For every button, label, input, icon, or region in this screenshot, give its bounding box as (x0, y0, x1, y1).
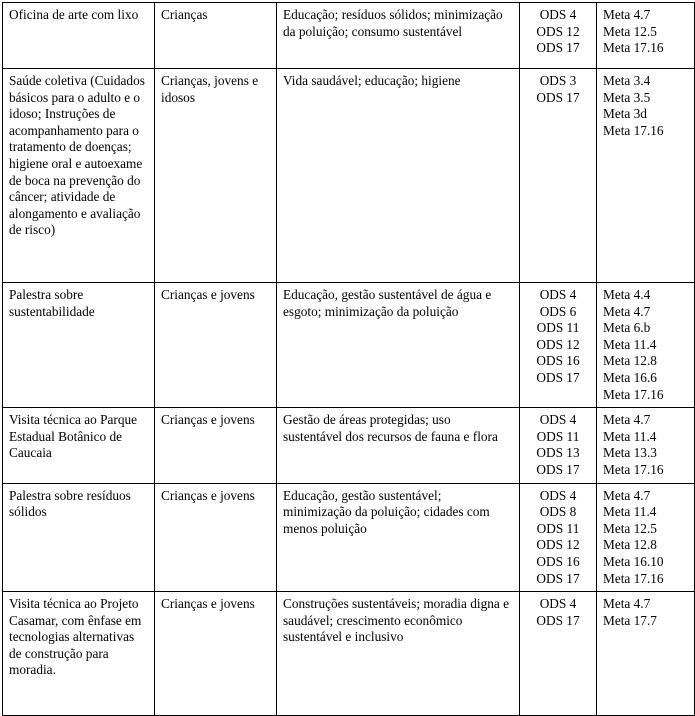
ods-item: ODS 3 (539, 73, 577, 88)
ods-item: ODS 16 (536, 353, 580, 369)
themes-cell: Vida saudável; educação; higiene (277, 69, 520, 283)
ods-item: ODS 4 (539, 287, 577, 302)
goal-item: Meta 11.4 (603, 336, 657, 352)
ods-item: ODS 17 (536, 612, 580, 628)
themes-cell: Educação; resíduos sólidos; minimização da poluição; consumo sustentável (277, 3, 520, 69)
ods-item: ODS 4 (539, 487, 577, 503)
activity-cell: Visita técnica ao Parque Estadual Botânico de Caucaia (3, 408, 155, 483)
goal-item: Meta 17.16 (603, 461, 664, 477)
goal-item: Meta 3.5 (603, 89, 651, 105)
goal-item: Meta 13.3 (603, 445, 657, 461)
table-row (3, 408, 695, 483)
goals-cell (597, 483, 695, 592)
goal-item: Meta 4.7 (603, 303, 651, 319)
audience-cell: Crianças, jovens e idosos (155, 69, 277, 283)
goal-item: Meta 11.4 (603, 504, 657, 520)
ods-item: ODS 16 (536, 553, 580, 569)
table-row (3, 483, 695, 592)
goal-item: Meta 12.8 (603, 353, 657, 369)
ods-cell (520, 483, 597, 592)
goal-item: Meta 3.4 (603, 73, 651, 88)
goal-item: Meta 17.7 (603, 612, 657, 628)
goal-item: Meta 17.16 (603, 40, 664, 56)
goal-item: Meta 6.b (603, 320, 651, 336)
ods-item: ODS 12 (536, 537, 580, 553)
ods-item: ODS 17 (536, 89, 580, 105)
table-row (3, 283, 695, 408)
themes-cell: Educação, gestão sustentável de água e esgoto; minimização da poluição (277, 283, 520, 408)
table-row (3, 592, 695, 716)
goal-item: Meta 4.7 (603, 412, 651, 428)
goal-item: Meta 17.16 (603, 570, 664, 586)
goals-cell (597, 3, 695, 69)
ods-item: ODS 11 (536, 320, 580, 336)
goal-item: Meta 16.10 (603, 553, 664, 569)
audience-cell: Crianças e jovens (155, 283, 277, 408)
ods-item: ODS 17 (536, 369, 580, 385)
goals-cell (597, 283, 695, 408)
ods-cell (520, 408, 597, 483)
ods-item: ODS 4 (539, 596, 577, 612)
goal-item: Meta 12.8 (603, 537, 657, 553)
table-row (3, 69, 695, 283)
audience-cell: Crianças (155, 3, 277, 69)
ods-cell (520, 69, 597, 283)
goal-item: Meta 17.16 (603, 122, 664, 138)
themes-cell: Gestão de áreas protegidas; uso sustentável dos recursos de fauna e flora (277, 408, 520, 483)
themes-cell: Construções sustentáveis; moradia digna e saudável; crescimento econômico sustentável e inclusivo (277, 592, 520, 716)
goals-cell (597, 592, 695, 716)
goal-item: Meta 11.4 (603, 428, 657, 444)
table-row (3, 3, 695, 69)
goal-item: Meta 17.16 (603, 386, 664, 402)
ods-item: ODS 17 (536, 570, 580, 586)
goal-item: Meta 12.5 (603, 23, 657, 39)
table-body (3, 3, 695, 716)
ods-item: ODS 12 (536, 336, 580, 352)
goal-item: Meta 4.4 (603, 287, 651, 302)
ods-item: ODS 17 (536, 461, 580, 477)
goal-item: Meta 4.7 (603, 596, 651, 612)
activity-cell: Oficina de arte com lixo (3, 3, 155, 69)
ods-cell (520, 3, 597, 69)
activities-table (2, 2, 695, 716)
ods-item: ODS 13 (536, 445, 580, 461)
goal-item: Meta 4.7 (603, 487, 651, 503)
ods-item: ODS 11 (536, 428, 580, 444)
goal-item: Meta 16.6 (603, 369, 657, 385)
goal-item: Meta 12.5 (603, 520, 657, 536)
activity-cell: Visita técnica ao Projeto Casamar, com ênfase em tecnologias alternativas de construção para moradia. (3, 592, 155, 716)
ods-item: ODS 6 (539, 303, 577, 319)
activity-cell: Palestra sobre sustentabilidade (3, 283, 155, 408)
ods-item: ODS 12 (536, 23, 580, 39)
ods-item: ODS 11 (536, 520, 580, 536)
ods-cell (520, 283, 597, 408)
ods-cell (520, 592, 597, 716)
ods-item: ODS 4 (539, 7, 577, 22)
ods-item: ODS 4 (539, 412, 577, 428)
audience-cell: Crianças e jovens (155, 483, 277, 592)
goals-cell (597, 408, 695, 483)
goal-item: Meta 4.7 (603, 7, 651, 22)
activity-cell: Saúde coletiva (Cuidados básicos para o adulto e o idoso; Instruções de acompanhamento para o tratamento de doenças; higiene oral e autoexame de boca na prevenção do câncer; atividade de alongamento e avaliação de risco) (3, 69, 155, 283)
themes-cell: Educação, gestão sustentável; minimização da poluição; cidades com menos poluição (277, 483, 520, 592)
ods-item: ODS 8 (539, 504, 577, 520)
activity-cell: Palestra sobre resíduos sólidos (3, 483, 155, 592)
goal-item: Meta 3d (603, 106, 647, 122)
audience-cell: Crianças e jovens (155, 408, 277, 483)
ods-item: ODS 17 (536, 40, 580, 56)
goals-cell (597, 69, 695, 283)
audience-cell: Crianças e jovens (155, 592, 277, 716)
